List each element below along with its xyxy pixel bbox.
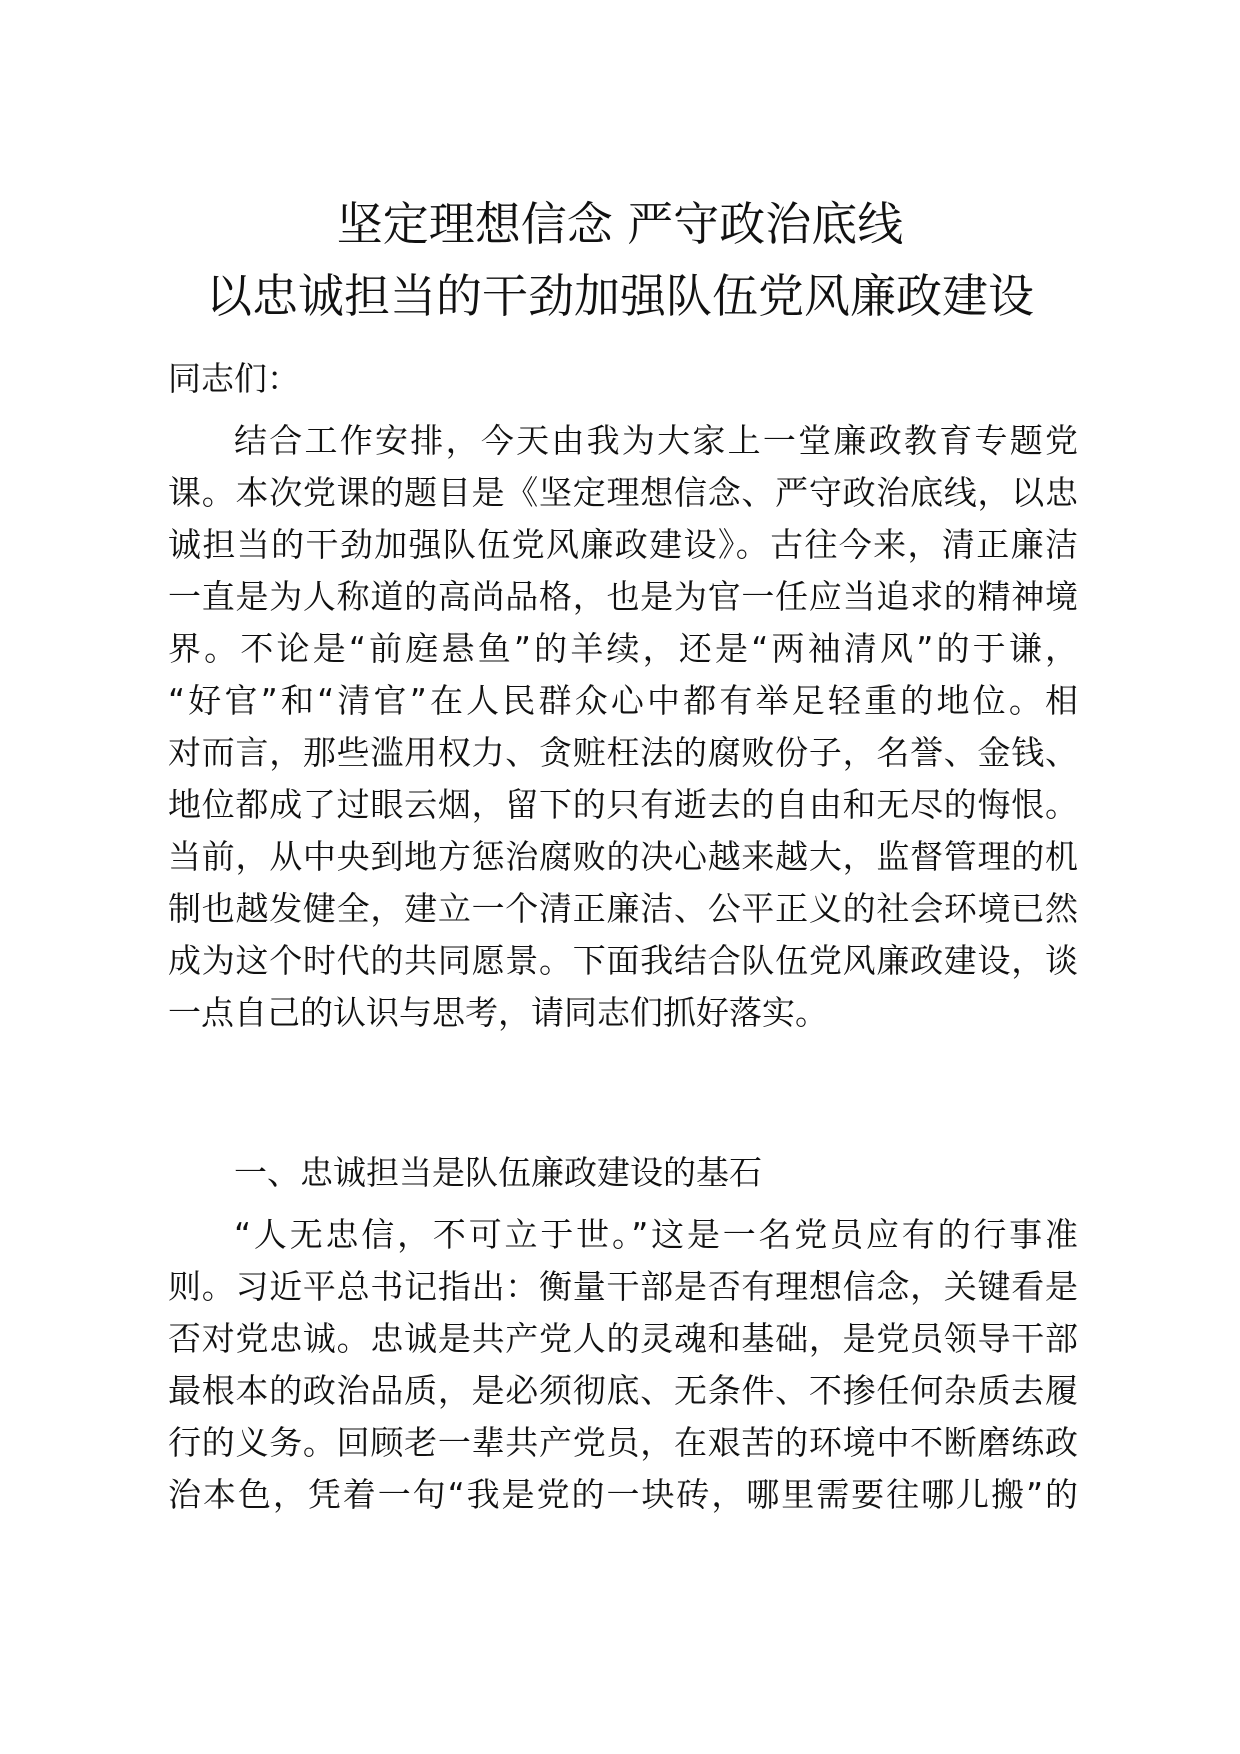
paragraph-1-line: 成为这个时代的共同愿景。下面我结合队伍党风廉政建设，谈 [168, 941, 1078, 980]
paragraph-2-line: 否对党忠诚。忠诚是共产党人的灵魂和基础，是党员领导干部 [168, 1319, 1078, 1358]
paragraph-1-line: 一点自己的认识与思考，请同志们抓好落实。 [168, 993, 828, 1032]
section-1-heading: 一、忠诚担当是队伍廉政建设的基石 [234, 1153, 762, 1192]
paragraph-1-line: 一直是为人称道的高尚品格，也是为官一任应当追求的精神境 [168, 577, 1078, 616]
paragraph-1-line: 当前，从中央到地方惩治腐败的决心越来越大，监督管理的机 [168, 837, 1078, 876]
document-title-line-2: 以忠诚担当的干劲加强队伍党风廉政建设 [206, 269, 1034, 323]
paragraph-1-line: “好官”和“清官”在人民群众心中都有举足轻重的地位。相 [168, 681, 1078, 720]
paragraph-1-line: 对而言，那些滥用权力、贪赃枉法的腐败份子，名誉、金钱、 [168, 733, 1078, 772]
paragraph-1-line: 诚担当的干劲加强队伍党风廉政建设》。古往今来，清正廉洁 [168, 525, 1078, 564]
paragraph-2-line: 则。习近平总书记指出：衡量干部是否有理想信念，关键看是 [168, 1267, 1078, 1306]
paragraph-1-line: 地位都成了过眼云烟，留下的只有逝去的自由和无尽的悔恨。 [168, 785, 1078, 824]
salutation: 同志们： [168, 359, 300, 398]
paragraph-1-line: 课。本次党课的题目是《坚定理想信念、严守政治底线，以忠 [168, 473, 1078, 512]
paragraph-2-line: “人无忠信，不可立于世。”这是一名党员应有的行事准 [234, 1215, 1078, 1254]
paragraph-1-line: 界。不论是“前庭悬鱼”的羊续，还是“两袖清风”的于谦， [168, 629, 1078, 668]
paragraph-1-line: 结合工作安排，今天由我为大家上一堂廉政教育专题党 [234, 421, 1078, 460]
paragraph-2-line: 最根本的政治品质，是必须彻底、无条件、不掺任何杂质去履 [168, 1371, 1078, 1410]
document-title-line-1: 坚定理想信念 严守政治底线 [336, 197, 904, 251]
paragraph-1-line: 制也越发健全，建立一个清正廉洁、公平正义的社会环境已然 [168, 889, 1078, 928]
paragraph-2-line: 行的义务。回顾老一辈共产党员，在艰苦的环境中不断磨练政 [168, 1423, 1078, 1462]
paragraph-2-line: 治本色，凭着一句“我是党的一块砖，哪里需要往哪儿搬”的 [168, 1475, 1078, 1514]
